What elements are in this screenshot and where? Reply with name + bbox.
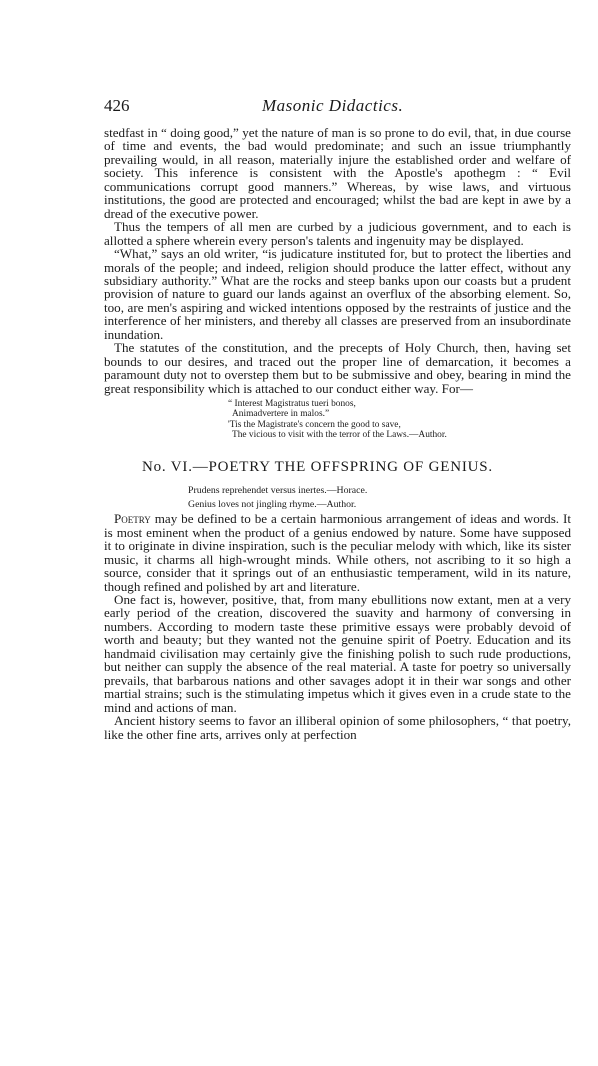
chapter-heading: No. VI.—POETRY THE OFFSPRING OF GENIUS. <box>142 459 493 476</box>
running-head: Masonic Didactics. <box>262 96 404 115</box>
paragraph-5-text: may be defined to be a certain harmonious arrangement of ideas and words. It is most eminent when the product of a genius endowed by nature. Some have supposed it to originate in divine inspiration, such is the peculiar melody with which, like its sister music, it charms all high-wrought minds. While others, not ascribing to it so high a source, consider that it springs out of an enthusiastic temperament, wild in its nature, though refined and polished by art and literature. <box>104 511 571 594</box>
paragraph-3: “What,” says an old writer, “is judicature instituted for, but to protect the liberties and morals of the people; and indeed, religion should produce the latter effect, without any subsidiary authority.” What are the rocks and steep banks upon our coasts but a prudent provision of nature to guard our lands against an overflux of the absorbing element. So, too, are men's aspiring and wicked intentions opposed by the restraints of justice and the interference of her ministers, and thereby all classes are preserved from an insubordinate inundation. <box>104 246 571 342</box>
paragraph-6: One fact is, however, positive, that, from many ebullitions now extant, men at a very early period of the creation, discovered the suavity and harmony of conversing in numbers. According to modern taste these primitive essays were probably devoid of worth and beauty; but they wanted not the genuine spirit of Poetry. Education and its handmaid civilisation may certainly give the finishing polish to such rude productions, but neither can supply the absence of the real material. A taste for poetry so universally prevails, that barbarous nations and other savages adopt it in their war songs and other martial strains; such is the stimulating impetus which it gives even in a crude state to the mind and actions of man. <box>104 591 571 715</box>
paragraph-5 <box>104 512 571 593</box>
page-header <box>104 96 574 118</box>
quote-line-1: “ Interest Magistratus tueri bonos, <box>228 399 356 410</box>
quote-line-2: Animadvertere in malos.” <box>232 409 330 420</box>
quote-line-3: 'Tis the Magistrate's concern the good to save, <box>228 419 401 430</box>
paragraph-1: stedfast in “ doing good,” yet the nature of man is so prone to do evil, that, in due course of time and events, the bad would predominate; and such an issue triumphantly prevailing would, in all reason, materially injure the established order and welfare of society. This inference is consistent with the Apostle's apothegm : “ Evil communications corrupt good manners.” Whereas, by wise laws, and virtuous institutions, the good are protected and encouraged; whilst the bad are kept in awe by a dread of the executive power. <box>104 125 571 221</box>
paragraph-7: Ancient history seems to favor an illiberal opinion of some philosophers, “ that poetry, like the other fine arts, arrives only at perfection <box>104 713 571 742</box>
page-number: 426 <box>104 96 130 115</box>
paragraph-4: The statutes of the constitution, and the precepts of Holy Church, then, having set bounds to our desires, and traced out the proper line of demarcation, it becomes a paramount duty not to overstep them but to be submissive and obey, bearing in mind the great responsibility which is attached to our conduct either way. For— <box>104 340 571 396</box>
motto-line-1: Prudens reprehendet versus inertes.—Horace. <box>188 485 368 497</box>
page-body <box>104 126 571 741</box>
paragraph-5-lead-word: Poetry <box>114 511 151 527</box>
motto-line-2: Genius loves not jingling rhyme.—Author. <box>188 499 357 511</box>
chapter-motto <box>188 484 571 512</box>
paragraph-2: Thus the tempers of all men are curbed by a judicious government, and to each is allotted a sphere wherein every person's talents and ingenuity may be displayed. <box>104 219 571 248</box>
quote-line-4: The vicious to visit with the terror of the Laws.—Author. <box>232 429 447 440</box>
verse-quotation <box>228 399 571 440</box>
